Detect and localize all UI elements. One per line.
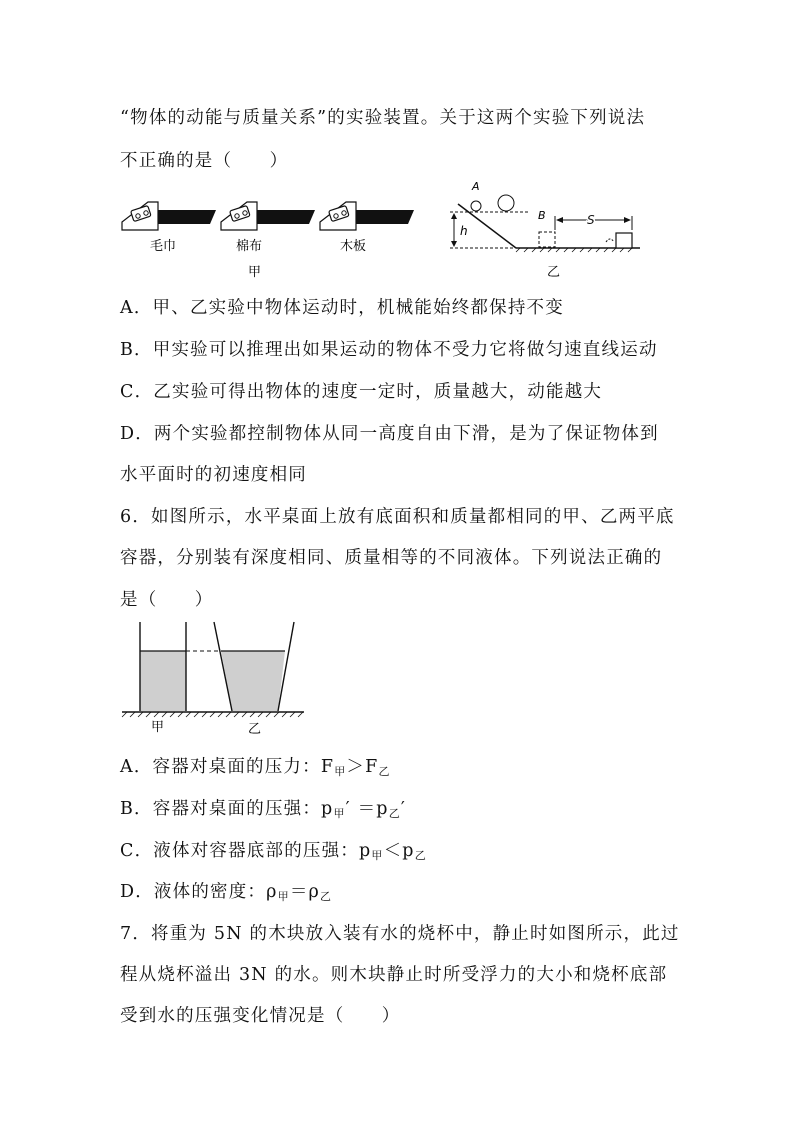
- label-s: S: [587, 213, 595, 227]
- q7-stem-line1: 7．将重为 5N 的木块放入装有水的烧杯中，静止时如图所示，此过: [120, 924, 680, 944]
- q5-option-B: B．甲实验可以推理出如果运动的物体不受力它将做匀速直线运动: [120, 340, 658, 360]
- large-ball: [498, 195, 514, 211]
- label-jia: 甲: [248, 265, 262, 280]
- final-block: [616, 233, 632, 248]
- q6-option-B: B．容器对桌面的压强：$p_甲' =p_乙'$: [120, 799, 407, 820]
- label-cotton: 棉布: [236, 239, 263, 254]
- q6-label-jia: 甲: [151, 720, 165, 735]
- q5-option-A: A．甲、乙实验中物体运动时，机械能始终都保持不变: [120, 298, 564, 318]
- q6-option-D: D．液体的密度：$\rho_甲=\rho_乙$: [120, 882, 333, 903]
- q6-stem-line2: 容器，分别装有深度相同、质量相等的不同液体。下列说法正确的: [120, 548, 663, 568]
- q6-label-yi: 乙: [248, 722, 262, 737]
- incline-wood: [320, 202, 414, 230]
- q5-figure-yi: [440, 176, 650, 282]
- label-A: A: [472, 180, 480, 193]
- q5-option-D-line1: D．两个实验都控制物体从同一高度自由下滑，是为了保证物体到: [120, 424, 659, 444]
- q7-stem-line2: 程从烧杯溢出 3N 的水。则木块静止时所受浮力的大小和烧杯底部: [120, 965, 668, 985]
- label-towel: 毛巾: [150, 239, 177, 254]
- incline-towel: [122, 202, 216, 230]
- q6-stem-line1: 6．如图所示，水平桌面上放有底面积和质量都相同的甲、乙两平底: [120, 507, 675, 527]
- q6-figure: [118, 618, 308, 738]
- label-wood: 木板: [340, 239, 367, 254]
- q5-option-C: C．乙实验可得出物体的速度一定时，质量越大，动能越大: [120, 382, 603, 402]
- label-h: h: [460, 224, 468, 238]
- liquid-jia: [140, 651, 186, 711]
- small-ball: [471, 201, 481, 211]
- q7-stem-line3: 受到水的压强变化情况是（ ）: [120, 1006, 401, 1026]
- q5-stem-line2: 不正确的是（ ）: [120, 151, 289, 171]
- q6-option-A: A．容器对桌面的压力：$F_甲>F_乙$: [120, 757, 391, 778]
- q6-option-C: C．液体对容器底部的压强：$p_甲<p_乙$: [120, 841, 427, 862]
- label-yi: 乙: [547, 265, 561, 280]
- q5-option-D-line2: 水平面时的初速度相同: [120, 465, 307, 485]
- initial-block: [539, 232, 555, 247]
- q5-stem-line1: “物体的动能与质量关系”的实验装置。关于这两个实验下列说法: [120, 108, 646, 128]
- q5-figure-jia: [118, 192, 428, 282]
- label-B: B: [538, 209, 546, 222]
- incline-cotton: [221, 202, 315, 230]
- q6-stem-line3: 是（ ）: [120, 590, 214, 610]
